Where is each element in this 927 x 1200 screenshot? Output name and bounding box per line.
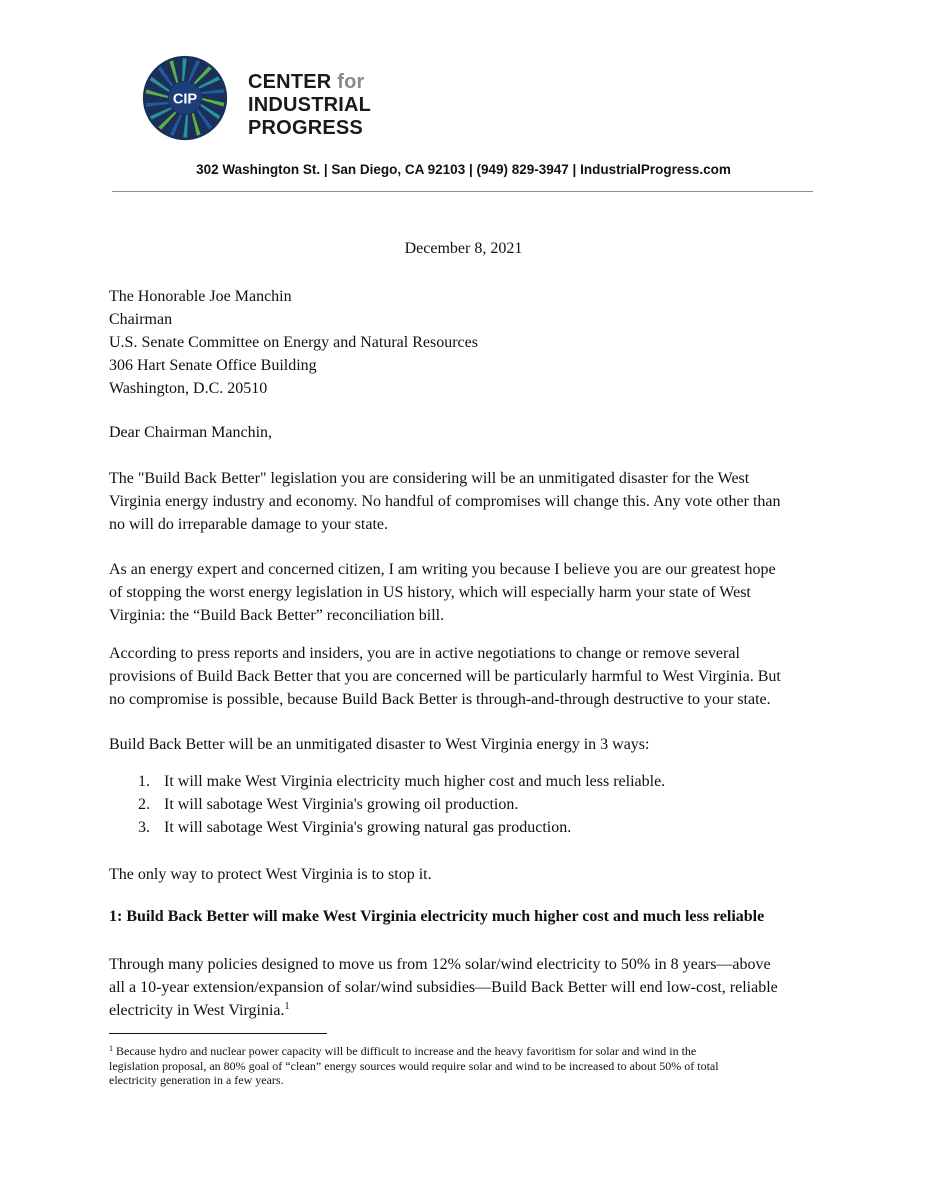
letterhead <box>142 55 402 145</box>
list-text: It will make West Virginia electricity much higher cost and much less reliable. <box>164 773 666 790</box>
organization-name <box>248 71 371 140</box>
list-text: It will sabotage West Virginia's growing oil production. <box>164 796 519 813</box>
closing-paragraph <box>109 863 821 886</box>
paragraph-3 <box>109 642 821 711</box>
header-divider <box>112 191 813 192</box>
footnote <box>109 1044 821 1088</box>
list-number: 2. <box>138 796 150 813</box>
text-line: Build Back Better will be an unmitigated disaster to West Virginia energy in 3 ways: <box>109 736 650 753</box>
footnote-reference[interactable]: 1 <box>284 1001 290 1012</box>
recipient-line: Chairman <box>109 311 173 328</box>
list-number: 3. <box>138 819 150 836</box>
contact-line: 302 Washington St. | San Diego, CA 92103 | (949) 829-3947 | IndustrialProgress.com <box>196 162 731 177</box>
footnote-text: Because hydro and nuclear power capacity will be difficult to increase and the heavy favoritism for solar and wind in the <box>113 1044 697 1058</box>
text-line: According to press reports and insiders, you are in active negotiations to change or remove several <box>109 645 740 662</box>
list-number: 1. <box>138 773 150 790</box>
recipient-address <box>109 285 478 400</box>
org-name-progress: PROGRESS <box>248 117 363 139</box>
text-line: provisions of Build Back Better that you are concerned will be particularly harmful to West Virginia. But <box>109 668 781 685</box>
logo-text: CIP <box>172 91 198 108</box>
text-line: As an energy expert and concerned citizen, I am writing you because I believe you are our greatest hope <box>109 561 776 578</box>
text-span: electricity in West Virginia. <box>109 1002 285 1019</box>
section-paragraph <box>109 953 821 1022</box>
text-line: no compromise is possible, because Build Back Better is through-and-through destructive to your state. <box>109 691 771 708</box>
text-line: of stopping the worst energy legislation in US history, which will especially harm your state of West <box>109 584 751 601</box>
footnote-line: electricity generation in a few years. <box>109 1073 284 1087</box>
salutation: Dear Chairman Manchin, <box>109 424 273 441</box>
footnote-divider <box>109 1033 327 1034</box>
recipient-line: Washington, D.C. 20510 <box>109 380 268 397</box>
org-name-industrial: INDUSTRIAL <box>248 94 372 116</box>
cip-logo-icon <box>142 55 228 141</box>
list-item <box>138 793 665 816</box>
recipient-line: U.S. Senate Committee on Energy and Natural Resources <box>109 334 478 351</box>
letter-date: December 8, 2021 <box>404 240 523 257</box>
text-line: Through many policies designed to move us from 12% solar/wind electricity to 50% in 8 years—above <box>109 956 771 973</box>
recipient-line: The Honorable Joe Manchin <box>109 288 292 305</box>
footnote-line <box>109 1044 821 1059</box>
text-line: The "Build Back Better" legislation you are considering will be an unmitigated disaster for the West <box>109 470 750 487</box>
org-name-center: CENTER <box>248 71 332 93</box>
text-line: Virginia: the “Build Back Better” reconciliation bill. <box>109 607 445 624</box>
text-line: The only way to protect West Virginia is to stop it. <box>109 866 432 883</box>
list-item <box>138 816 665 839</box>
org-name-for: for <box>337 71 365 93</box>
list-text: It will sabotage West Virginia's growing natural gas production. <box>164 819 572 836</box>
paragraph-1 <box>109 467 821 536</box>
footnote-line: legislation proposal, an 80% goal of “clean” energy sources would require solar and wind to be increased to about 50% of total <box>109 1058 719 1073</box>
text-line <box>109 999 821 1022</box>
text-line: Virginia energy industry and economy. No handful of compromises will change this. Any vote other than <box>109 493 781 510</box>
paragraph-2 <box>109 558 821 627</box>
text-line: all a 10-year extension/expansion of solar/wind subsidies—Build Back Better will end low-cost, reliable <box>109 979 778 996</box>
list-item <box>138 770 665 793</box>
numbered-list <box>138 770 665 839</box>
footnote-marker: 1 <box>109 1044 113 1053</box>
recipient-line: 306 Hart Senate Office Building <box>109 357 317 374</box>
text-line: no will do irreparable damage to your state. <box>109 516 389 533</box>
paragraph-4 <box>109 733 821 756</box>
section-heading: 1: Build Back Better will make West Virginia electricity much higher cost and much less reliable <box>109 908 765 925</box>
